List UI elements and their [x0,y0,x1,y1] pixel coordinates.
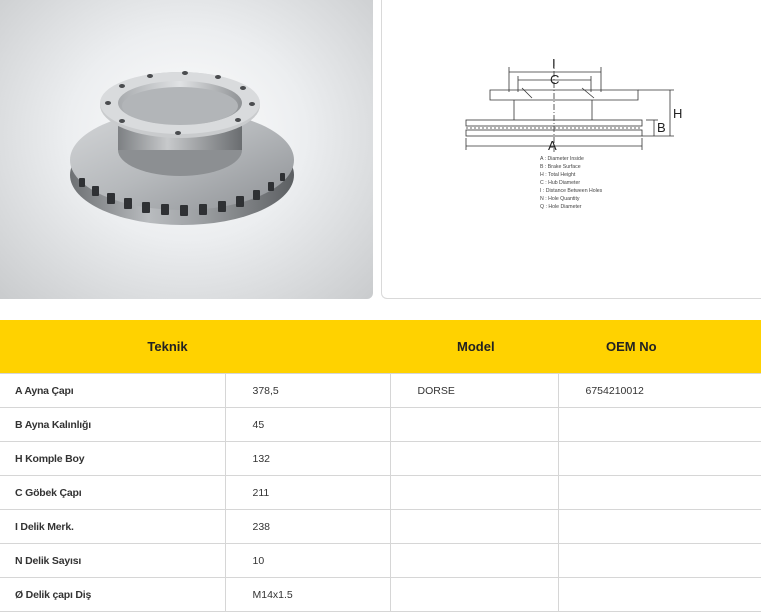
legend-item: I : Distance Between Holes [540,188,603,194]
row-oem [558,408,761,442]
row-label: N Delik Sayısı [0,544,225,578]
row-value: M14x1.5 [225,578,390,612]
table-row [0,544,761,578]
header-teknik: Teknik [0,320,390,374]
spec-table-container [0,320,761,613]
row-model [390,408,558,442]
row-value: 378,5 [225,374,390,408]
table-row [0,476,761,510]
row-model: DORSE [390,374,558,408]
row-value: 238 [225,510,390,544]
row-oem [558,442,761,476]
table-header-row [0,320,761,374]
header-oem: OEM No [558,320,761,374]
dim-label-a: A [548,138,557,153]
row-value: 132 [225,442,390,476]
row-oem [558,476,761,510]
spec-table [0,320,761,612]
row-label: C Göbek Çapı [0,476,225,510]
dimension-diagram [381,0,761,299]
row-model [390,578,558,612]
row-label: I Delik Merk. [0,510,225,544]
brake-disc-image [0,0,373,299]
row-value: 211 [225,476,390,510]
diagram-legend [540,156,603,210]
product-photo [0,0,373,299]
dim-label-b: B [657,120,666,135]
legend-item: N : Hole Quantity [540,196,580,202]
row-value: 10 [225,544,390,578]
header-model: Model [390,320,558,374]
row-oem [558,544,761,578]
row-model [390,510,558,544]
dim-label-c: C [550,72,560,87]
legend-item: H : Total Height [540,172,576,178]
row-model [390,544,558,578]
dim-label-h: H [673,106,683,121]
legend-item: Q : Hole Diameter [540,204,582,210]
dim-label-i: I [552,56,556,71]
row-value: 45 [225,408,390,442]
brake-disc-drawing [382,0,761,299]
table-row [0,578,761,612]
legend-item: A : Diameter Inside [540,156,584,162]
row-model [390,476,558,510]
row-label: A Ayna Çapı [0,374,225,408]
row-model [390,442,558,476]
table-row [0,374,761,408]
legend-item: B : Brake Surface [540,164,581,170]
table-row [0,510,761,544]
table-row [0,442,761,476]
row-label: Ø Delik çapı Diş [0,578,225,612]
table-row [0,408,761,442]
row-oem [558,510,761,544]
row-oem [558,578,761,612]
legend-item: C : Hub Diameter [540,180,581,186]
row-label: B Ayna Kalınlığı [0,408,225,442]
row-label: H Komple Boy [0,442,225,476]
row-oem: 6754210012 [558,374,761,408]
